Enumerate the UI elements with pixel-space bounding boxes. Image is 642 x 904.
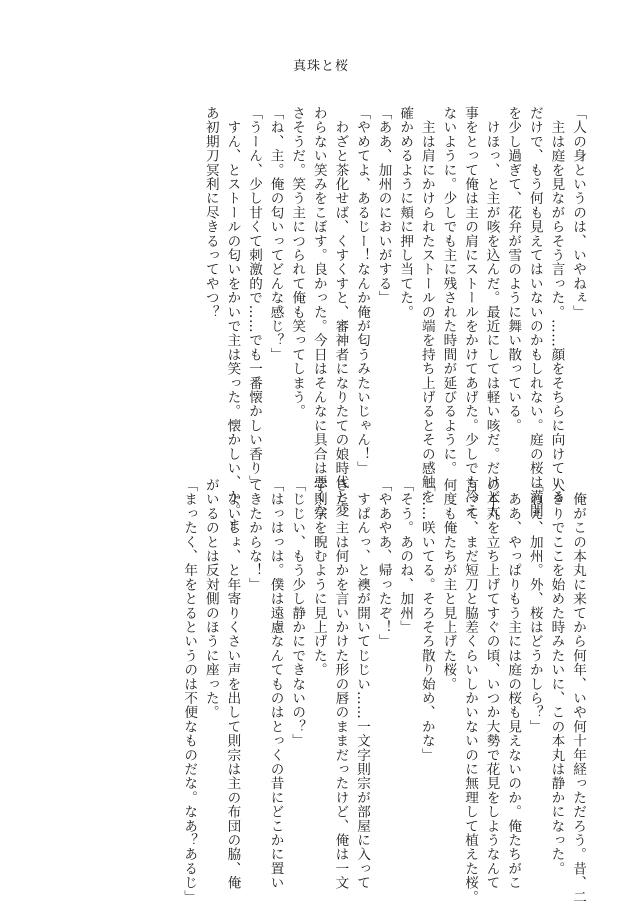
text-column: 「うーん、少し甘くて刺激的で……でも一番懐かしい香り」 — [246, 106, 262, 490]
text-column: 「はっはっは。僕は遠慮なんてものはとっくの昔にどこかに置い — [267, 478, 284, 890]
text-column: 人きりでここを始めた時みたいに、この本丸は静かになった。 — [548, 478, 565, 876]
text-column: ああ、やっぱりもう主には庭の桜も見えないのか。俺たちがこ — [505, 478, 522, 890]
text-column: 「ね、主。俺の匂いってどんな感じ？」 — [267, 106, 284, 362]
text-column: けほっ、と主が咳を込んだ。最近にしては軽い咳だ。だけど大 — [483, 106, 500, 518]
text-column: 主は庭を見ながらそう言った。……顔をそちらに向けている — [548, 106, 565, 504]
text-column: 「……咲いてる。そろそろ散り始め、かな」 — [418, 478, 435, 762]
text-column: ないように。少しでも主に残された時間が延びるように。 — [440, 106, 457, 476]
text-column: 「ああ、加州のにおいがする」 — [375, 106, 392, 305]
text-column: 言って、まだ短刀と脇差くらいしかいないのに無理して植えた桜。 — [462, 478, 478, 904]
text-column: を少し過ぎて、花弁が雪のように舞い散っている。 — [505, 106, 522, 433]
text-column: 「まったく、年をとるというのは不便なものだな。なあ？あるじ」 — [181, 478, 198, 904]
text-column: あ初期刀冥利に尽きるってやつ？ — [202, 106, 219, 319]
text-column: 俺がこの本丸に来てから何年、いや何十年経っただろう。昔、二 — [570, 478, 586, 904]
text-column: すん、とストールの匂いをかいで主は笑った。懐かしい、か。ま — [224, 106, 241, 532]
text-column: の本丸を立ち上げてすぐの頃、いつか大勢で花見をしようなんて — [483, 478, 500, 890]
text-column: 「じじい、もう少し静かにできないの？」 — [289, 478, 306, 748]
text-column: 主は肩にかけられたストールの端を持ち上げるとその感触を — [418, 106, 435, 504]
text-column: 「やあやあ、帰ったぞ！」 — [375, 478, 392, 649]
text-column: がいるのとは反対側のほうに座った。 — [202, 478, 219, 720]
text-column: 事をとって俺は主の肩にストールをかけてあげた。少しでも冷え — [462, 106, 478, 518]
text-column: 「そう。あのね、加州」 — [397, 478, 414, 635]
text-column: すぱんっ、と襖が開いてじじい……一文字則宗が部屋に入って — [354, 478, 370, 890]
text-column: きた。主は何かを言いかけた形の唇のままだったけど、俺は一文 — [332, 478, 349, 890]
text-column: 「ねえ、加州。外、桜はどうかしら？」 — [526, 478, 543, 734]
text-column: だけで、もう何も見えてはいないのかもしれない。庭の桜は満開 — [526, 106, 543, 518]
text-column: よいしょ、と年寄りくさい声を出して則宗は主の布団の脇、俺 — [224, 478, 241, 890]
text-column: さそうだ。笑う主につられて俺も笑ってしまう。 — [289, 106, 306, 419]
text-column: 「やめてよ、あるじー！なんか俺が匂うみたいじゃん！」 — [354, 106, 370, 476]
page-title: 真珠と桜 — [292, 59, 349, 74]
text-column: てきたからな！」 — [246, 478, 262, 592]
text-column: わらない笑みをこぼす。良かった。今日はそんなに具合は悪くな — [310, 106, 327, 518]
text-column: わざと茶化せば、くすくすと、審神者になりたての娘時代と変 — [332, 106, 349, 518]
text-column: 字則宗を睨むように見上げた。 — [310, 478, 327, 677]
text-column: 「人の身というのは、いやねぇ」 — [570, 106, 586, 319]
text-column: 確かめるように頬に押し当てた。 — [397, 106, 414, 319]
text-column: 何度も俺たちが主と見上げた桜。 — [440, 478, 457, 691]
